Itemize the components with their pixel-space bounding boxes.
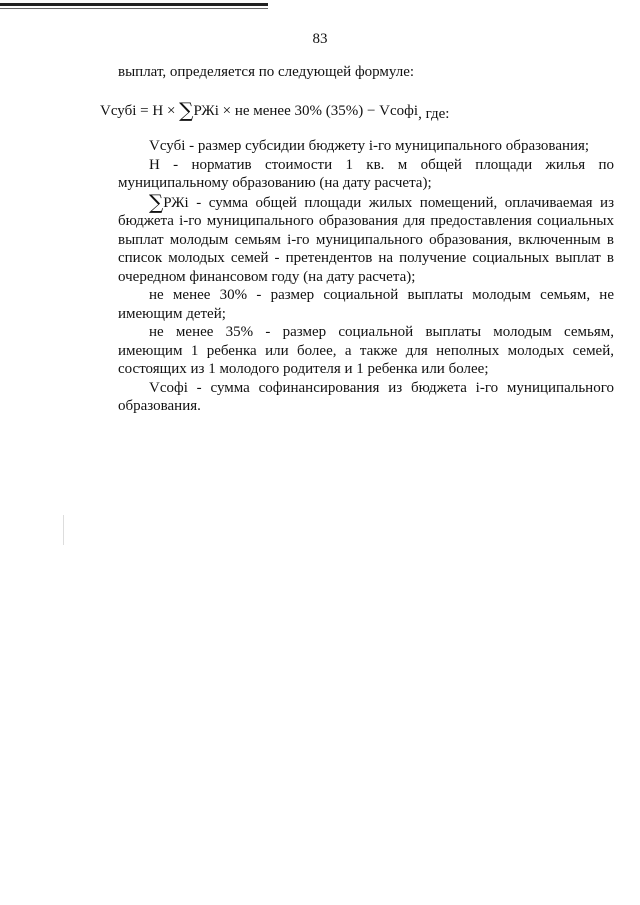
sigma-icon: ∑ — [149, 189, 164, 214]
definition-text: не менее 30% - размер социальной выплаты молодым семьям, не имеющим детей; — [118, 287, 614, 322]
intro-text: выплат, определяется по следующей формуле: — [118, 64, 415, 80]
definitions-list — [118, 137, 614, 416]
definition-item — [118, 323, 614, 379]
formula-term: РЖi × не менее 30% (35%) − Vсофi — [193, 103, 419, 119]
formula-times: × — [166, 103, 176, 119]
sigma-icon: ∑ — [179, 98, 194, 122]
page-number: 83 — [312, 31, 328, 47]
formula-lhs: Vсубi = Н — [100, 103, 164, 119]
header-rule-thin — [0, 8, 268, 9]
scan-margin-mark — [63, 515, 64, 545]
definition-text: Vсубi - размер субсидии бюджету i-го муниципального образования; — [149, 138, 590, 154]
intro-paragraph — [118, 63, 614, 82]
definition-item — [118, 137, 614, 156]
definition-item — [118, 156, 614, 193]
definition-text: РЖi - сумма общей площади жилых помещений, оплачиваемая из бюджета i-го муниципального образования для предоставления социальных выплат молодым семьям i-го муниципального образования, включенным в список молодых семей - претендентов на получение социальных выплат в очередном финансовом году (на дату расчета); — [118, 194, 614, 285]
definition-text: не менее 35% - размер социальной выплаты молодым семьям, имеющим 1 ребенка или более, а также для неполных молодых семей, состоящих из 1 молодого родителя и 1 ребенка или более; — [118, 324, 614, 377]
definition-item — [118, 286, 614, 323]
definition-item — [118, 379, 614, 416]
definition-text: Н - норматив стоимости 1 кв. м общей площади жилья по муниципальному образованию (на дату расчета); — [118, 156, 614, 191]
definition-item — [118, 189, 614, 287]
header-rule — [0, 3, 268, 6]
formula — [0, 98, 496, 123]
formula-where: , где: — [418, 106, 450, 122]
definition-text: Vсофi - сумма софинансирования из бюджета i-го муниципального образования. — [118, 379, 614, 414]
